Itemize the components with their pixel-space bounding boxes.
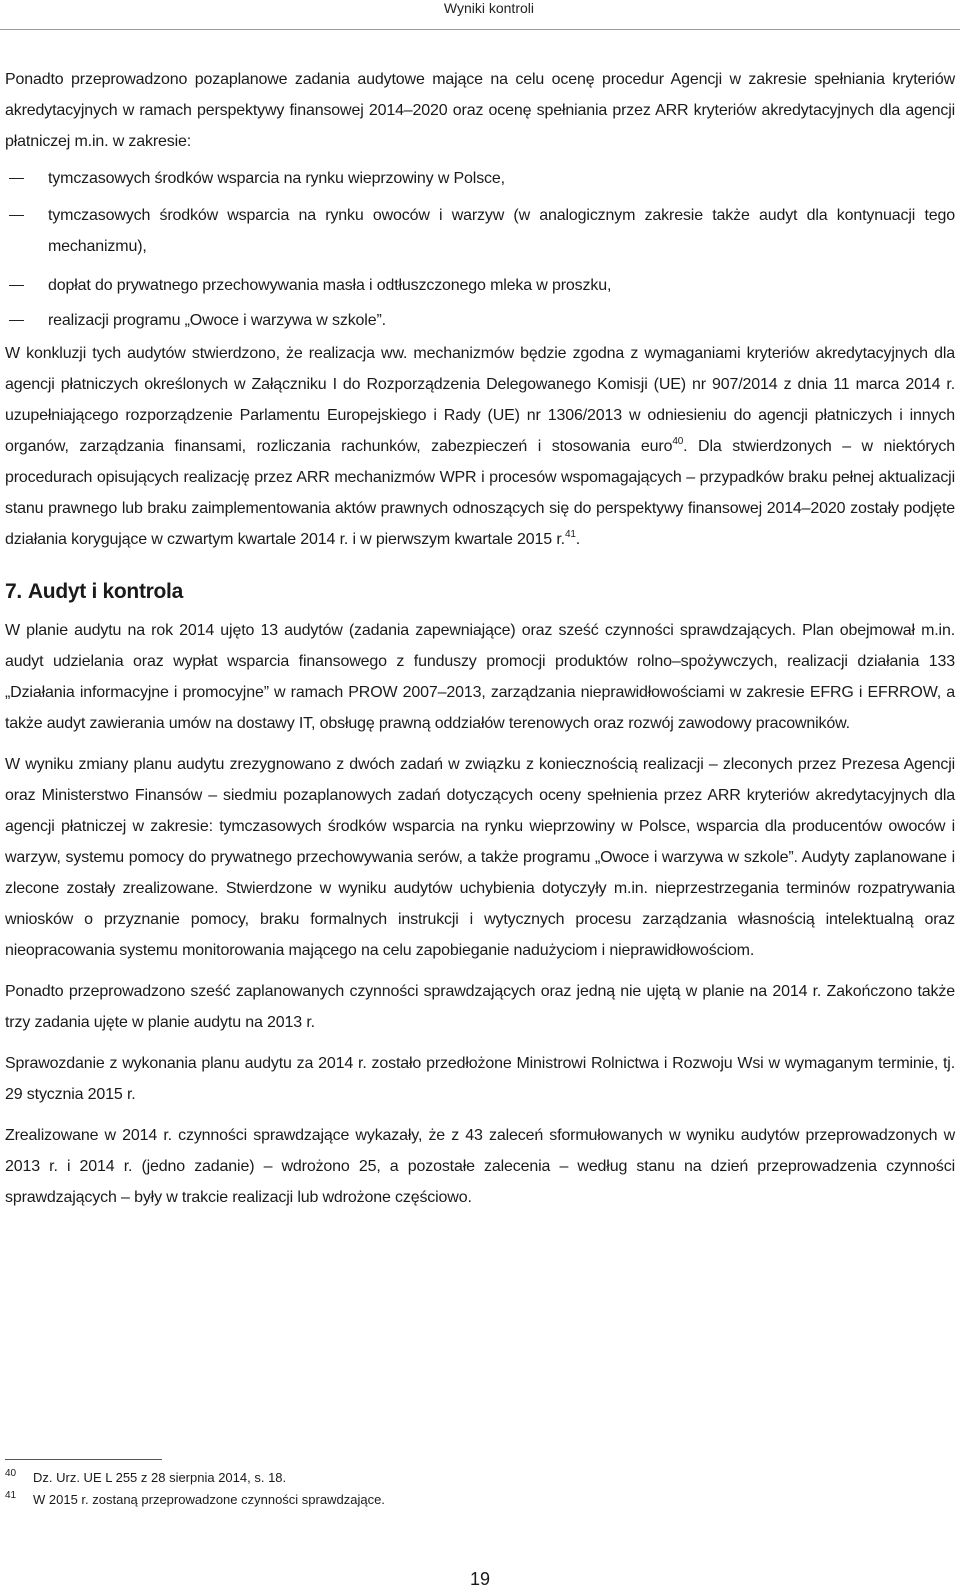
intro-paragraph: Ponadto przeprowadzono pozaplanowe zadania audytowe mające na celu ocenę procedur Agencji w zakresie spełniania kryteriów akredytacyjnych w ramach perspektywy finansowej 2014–2020 oraz ocenę spełniania przez ARR kryteriów akredytacyjnych dla agencji płatniczej m.in. w zakresie: [5, 71, 955, 150]
footnote-text: W 2015 r. zostaną przeprowadzone czynności sprawdzające. [33, 1492, 385, 1507]
conclusion-text-a: W konkluzji tych audytów stwierdzono, że realizacja ww. mechanizmów będzie zgodna z wymaganiami kryteriów akredytacyjnych dla agencji płatniczych określonych w Załączniku I do Rozporządzenia Delegowanego Komisji (UE) nr 907/2014 z dnia 11 marca 2014 r. uzupełniającego rozporządzenie Parlamentu Europejskiego i Rady (UE) nr 1306/2013 w odniesieniu do agencji płatniczych i innych organów, zarządzania finansami, rozliczania rachunków, zabezpieczeń i stosowania euro [5, 345, 955, 455]
footnote-ref-40[interactable]: 40 [672, 436, 684, 447]
report-paragraph: Sprawozdanie z wykonania planu audytu za 2014 r. zostało przedłożone Ministrowi Rolnictwa i Rozwoju Wsi w wymaganym terminie, tj. 29 stycznia 2015 r. [5, 1055, 955, 1103]
checks-paragraph: Ponadto przeprowadzono sześć zaplanowanych czynności sprawdzających oraz jedną nie ujętą w planie na 2014 r. Zakończono także trzy zadania ujęte w planie audytu na 2013 r. [5, 983, 955, 1031]
conclusion-text-c: . [575, 531, 581, 548]
section-heading [5, 575, 955, 609]
conclusion-paragraph [5, 338, 955, 555]
footnote-41 [5, 1489, 955, 1511]
footnote-text: Dz. Urz. UE L 255 z 28 sierpnia 2014, s. 18. [33, 1470, 287, 1485]
running-header [0, 0, 960, 30]
list-item: realizacji programu „Owoce i warzywa w szkole”. [5, 305, 955, 336]
audit-plan-paragraph: W planie audytu na rok 2014 ujęto 13 audytów (zadania zapewniające) oraz sześć czynności sprawdzających. Plan obejmował m.in. audyt udzielania oraz wypłat wsparcia finansowego z funduszy promocji produktów rolno–spożywczych, realizacji działania 133 „Działania informacyjne i promocyjne” w ramach PROW 2007–2013, zarządzania nieprawidłowościami w zakresie EFRG i EFRROW, a także audyt zawierania umów na dostawy IT, obsługę prawną oddziałów terenowych oraz rozwój zawodowy pracowników. [5, 622, 955, 732]
implemented-paragraph: Zrealizowane w 2014 r. czynności sprawdzające wykazały, że z 43 zaleceń sformułowanych w wyniku audytów przeprowadzonych w 2013 r. i 2014 r. (jedno zadanie) – wdrożono 25, a pozostałe zalecenia – według stanu na dzień przeprowadzenia czynności sprawdzających – były w trakcie realizacji lub wdrożone częściowo. [5, 1127, 955, 1206]
footnote-separator [5, 1459, 162, 1460]
main-content [5, 64, 955, 1213]
list-item: dopłat do prywatnego przechowywania masła i odtłuszczonego mleka w proszku, [5, 270, 955, 301]
section-number: 7. [5, 580, 22, 603]
plan-change-paragraph: W wyniku zmiany planu audytu zrezygnowano z dwóch zadań w związku z koniecznością realizacji – zleconych przez Prezesa Agencji oraz Ministerstwo Finansów – siedmiu pozaplanowych zadań dotyczących oceny spełnienia przez ARR kryteriów akredytacyjnych dla agencji płatniczej w zakresie: tymczasowych środków wsparcia na rynku wieprzowiny w Polsce, wsparcia dla producentów owoców i warzyw, systemu pomocy do prywatnego przechowywania serów, a także programu „Owoce i warzywa w szkole”. Audyty zaplanowane i zlecone zostały zrealizowane. Stwierdzone w wyniku audytów uchybienia dotyczyły m.in. nieprzestrzegania terminów rozpatrywania wniosków o przyznanie pomocy, braku formalnych instrukcji i wytycznych procesu zarządzania własnością intelektualną oraz nieopracowania systemu monitorowania mającego na celu zapobieganie nadużyciom i nieprawidłowościom. [5, 756, 955, 959]
page-number: 19 [469, 1569, 491, 1589]
header-title: Wyniki kontroli [443, 0, 534, 16]
list-item: tymczasowych środków wsparcia na rynku owoców i warzyw (w analogicznym zakresie także audyt dla kontynuacji tego mechanizmu), [5, 200, 955, 262]
footnote-40 [5, 1467, 955, 1489]
list-item: tymczasowych środków wsparcia na rynku wieprzowiny w Polsce, [5, 163, 955, 194]
footnotes [5, 1459, 955, 1511]
conclusion-text-b: . Dla stwierdzonych – w niektórych procedurach opisujących realizację przez ARR mechanizmów WPR i procesów wspomagających – przypadków braku pełnej aktualizacji stanu prawnego lub braku zaimplementowania aktów prawnych odnoszących się do perspektywy finansowej 2014–2020 zostały podjęte działania korygujące w czwartym kwartale 2014 r. i w pierwszym kwartale 2015 r. [5, 438, 955, 548]
footnote-ref-41[interactable]: 41 [564, 529, 576, 540]
footnote-number: 41 [5, 1490, 17, 1501]
scope-list [5, 163, 955, 336]
section-title: Audyt i kontrola [27, 580, 183, 603]
footnote-number: 40 [5, 1468, 17, 1479]
